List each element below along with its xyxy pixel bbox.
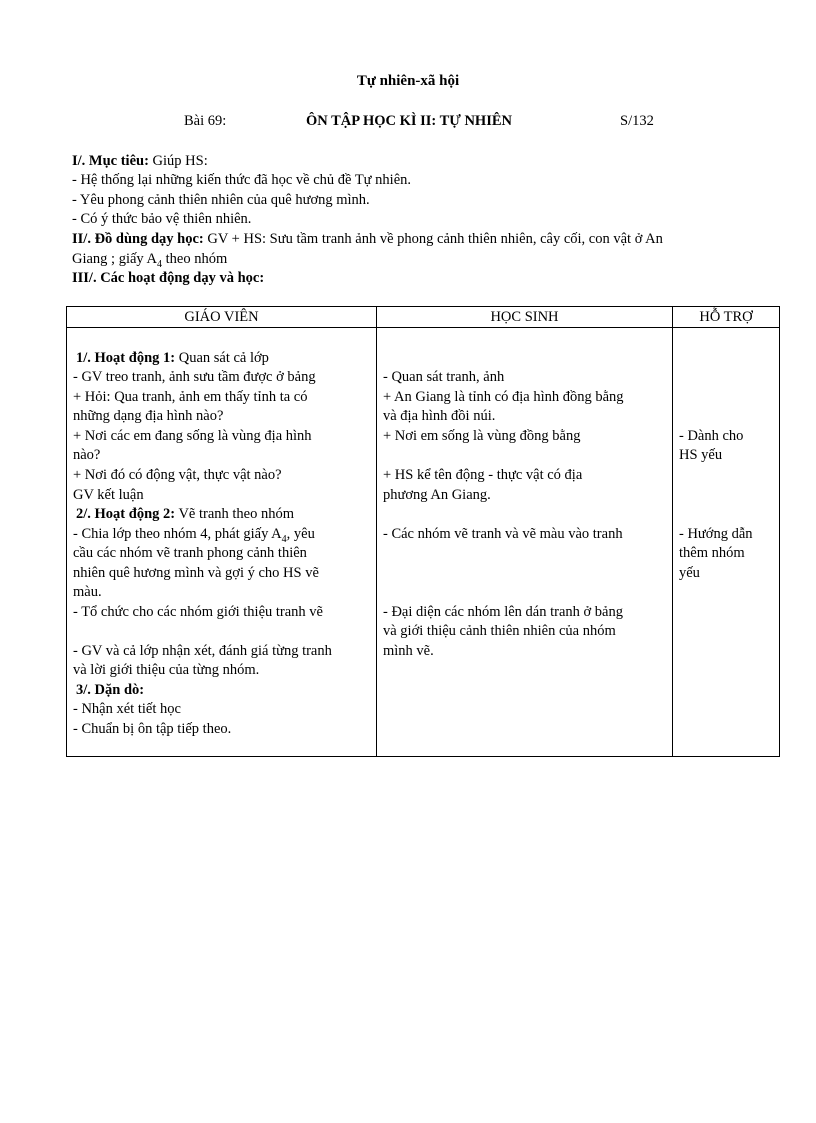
student-line: - Quan sát tranh, ảnh — [383, 369, 505, 385]
teacher-line: + Nơi các em đang sống là vùng địa hình — [73, 428, 312, 444]
teacher-line: và lời giới thiệu của từng nhóm. — [73, 662, 260, 678]
teacher-line: + Hỏi: Qua tranh, ảnh em thấy tỉnh ta có — [73, 389, 308, 405]
subject-title: Tự nhiên-xã hội — [356, 73, 460, 89]
student-line: + An Giang là tỉnh có địa hình đồng bằng — [383, 389, 624, 405]
objective-item: - Yêu phong cảnh thiên nhiên của quê hương mình. — [72, 192, 370, 208]
student-line: phương An Giang. — [383, 487, 491, 503]
lesson-title: ÔN TẬP HỌC KÌ II: TỰ NHIÊN — [306, 113, 512, 129]
teacher-text: , yêu — [286, 526, 315, 542]
activity-1-heading: 1/. Hoạt động 1: — [76, 350, 176, 366]
teacher-column — [67, 328, 377, 757]
materials-line — [72, 230, 663, 250]
teacher-line: màu. — [73, 584, 102, 600]
materials-text-a: Giang ; giấy A — [72, 251, 157, 267]
lesson-plan-table — [66, 306, 780, 757]
student-line: - Đại diện các nhóm lên dán tranh ở bảng — [383, 604, 623, 620]
teacher-line: + Nơi đó có động vật, thực vật nào? — [73, 467, 282, 483]
table-body-row — [67, 328, 780, 757]
teacher-line: - GV treo tranh, ảnh sưu tầm được ở bảng — [73, 369, 316, 385]
objective-item: - Hệ thống lại những kiến thức đã học về chủ đề Tự nhiên. — [72, 172, 412, 188]
support-line: yếu — [679, 565, 700, 581]
lesson-number: Bài 69: — [184, 113, 227, 129]
objectives-line — [72, 152, 208, 172]
materials-text: GV + HS: Sưu tầm tranh ảnh về phong cảnh thiên nhiên, cây cối, con vật ở An — [203, 231, 663, 247]
teacher-text: - Chia lớp theo nhóm 4, phát giấy A — [73, 526, 282, 542]
materials-text-b: theo nhóm — [161, 251, 228, 267]
student-line: - Các nhóm vẽ tranh và vẽ màu vào tranh — [383, 526, 623, 542]
teacher-line: - Nhận xét tiết học — [73, 701, 181, 717]
activity-2-heading: 2/. Hoạt động 2: — [76, 506, 176, 522]
header-support: HỖ TRỢ — [673, 307, 780, 328]
activity-2-text: Vẽ tranh theo nhóm — [175, 506, 295, 522]
paper-subscript: 4 — [281, 533, 287, 545]
student-line: + HS kể tên động - thực vật có địa — [383, 467, 583, 483]
page-reference: S/132 — [620, 113, 654, 129]
activity-1-text: Quan sát cả lớp — [175, 350, 269, 366]
support-line: - Dành cho — [679, 428, 744, 444]
teacher-line: - Chuẩn bị ôn tập tiếp theo. — [73, 721, 232, 737]
student-line: và địa hình đồi núi. — [383, 408, 496, 424]
student-line: + Nơi em sống là vùng đồng bằng — [383, 428, 581, 444]
student-column — [377, 328, 673, 757]
teacher-line: GV kết luận — [73, 487, 144, 503]
objective-item: - Có ý thức bảo vệ thiên nhiên. — [72, 211, 252, 227]
support-line: thêm nhóm — [679, 545, 745, 561]
header-teacher: GIÁO VIÊN — [67, 307, 377, 328]
materials-subscript: 4 — [156, 258, 162, 270]
table-header-row — [67, 307, 780, 328]
activity-2-line — [76, 505, 294, 525]
support-line: HS yếu — [679, 447, 723, 463]
teacher-line: những dạng địa hình nào? — [73, 408, 224, 424]
objectives-intro: Giúp HS: — [148, 153, 208, 169]
teacher-line: - GV và cả lớp nhận xét, đánh giá từng tranh — [73, 643, 332, 659]
support-column — [673, 328, 780, 757]
objectives-heading: I/. Mục tiêu: — [72, 153, 149, 169]
teacher-line: nào? — [73, 447, 101, 463]
teacher-line: - Tổ chức cho các nhóm giới thiệu tranh vẽ — [73, 604, 323, 620]
activities-heading: III/. Các hoạt động dạy và học: — [72, 270, 265, 286]
teacher-line: cầu các nhóm vẽ tranh phong cảnh thiên — [73, 545, 307, 561]
activity-1-line — [76, 349, 269, 369]
materials-heading: II/. Đồ dùng dạy học: — [72, 231, 204, 247]
student-line: và giới thiệu cảnh thiên nhiên của nhóm — [383, 623, 616, 639]
teacher-line: nhiên quê hương mình và gợi ý cho HS vẽ — [73, 565, 319, 581]
student-line: mình vẽ. — [383, 643, 434, 659]
support-line: - Hướng dẫn — [679, 526, 753, 542]
homework-heading: 3/. Dặn dò: — [76, 682, 145, 698]
header-student: HỌC SINH — [377, 307, 673, 328]
